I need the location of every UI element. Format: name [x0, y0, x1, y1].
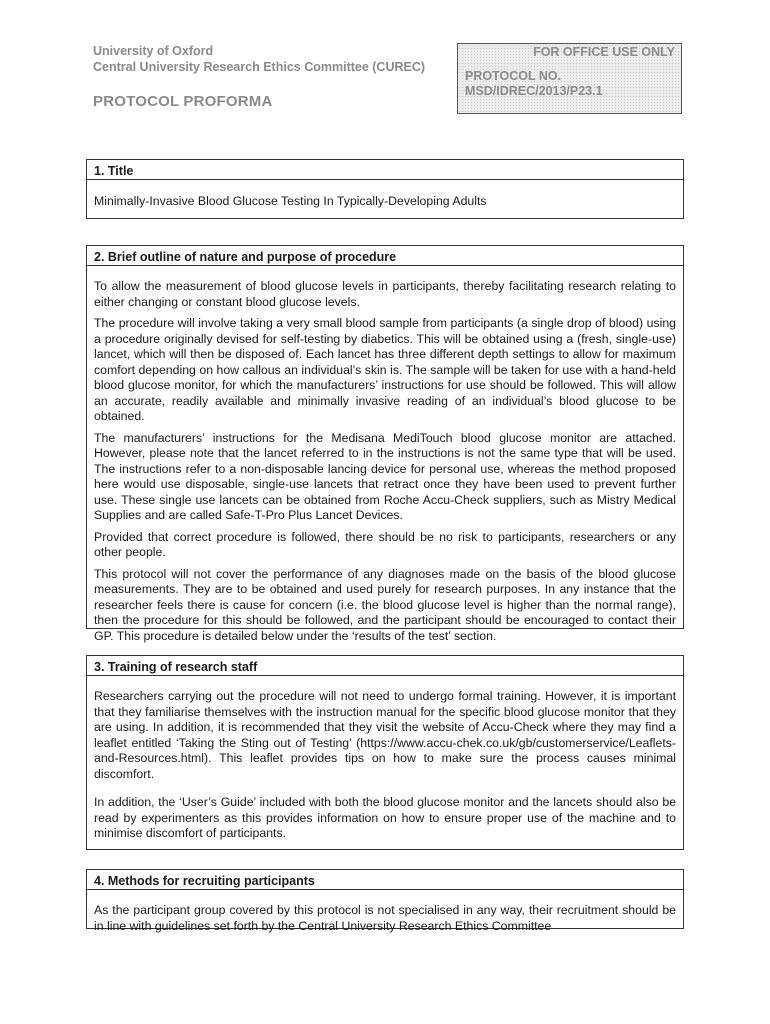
form-title: PROTOCOL PROFORMA	[93, 93, 273, 110]
office-use-title: FOR OFFICE USE ONLY	[533, 45, 675, 59]
section-divider	[87, 179, 683, 180]
paragraph: The procedure will involve taking a very small blood sample from participants (a single drop of blood) using a procedure originally devised for self-testing by diabetics. This will be obtained using a (fresh, single-use) lancet, which will then be disposed of. Each lancet has three different depth settings to allow for maximum comfort depending on how callous an individual’s skin is. The sample will be taken for use with a hand-held blood glucose monitor, for which the manufacturers’ instructions for use should be followed. This will allow an accurate, readily available and minimally invasive reading of an individual’s blood glucose to be obtained.	[94, 316, 676, 423]
section-heading: 1. Title	[94, 164, 134, 178]
section-divider	[87, 675, 683, 676]
paragraph: Researchers carrying out the procedure will not need to undergo formal training. However, it is important that they familiarise themselves with the instruction manual for the specific blood glucose monitor that they are using. In addition, it is recommended that they visit the website of Accu-Check where they may find a leaflet entitled ‘Taking the Sting out of Testing’ (https://www.accu-chek.co.uk/gb/customerservice/Leaflets-and-Resources.html). This leaflet provides tips on how to make sure the process causes minimal discomfort.	[94, 689, 676, 781]
section-recruitment-methods	[86, 869, 684, 933]
paragraph: To allow the measurement of blood glucose levels in participants, thereby facilitating research relating to either changing or constant blood glucose levels.	[94, 279, 676, 309]
section-staff-training	[86, 655, 684, 850]
section-divider	[87, 265, 683, 266]
paragraph: The manufacturers’ instructions for the Medisana MediTouch blood glucose monitor are attached. However, please note that the lancet referred to in the instructions is not the same type that will be used. The instructions refer to a non-disposable lancing device for personal use, whereas the method proposed here would use disposable, single-use lancets that retract once they have been used to prevent further use. These single use lancets can be obtained from Roche Accu-Check suppliers, such as Mistry Medical Supplies and are called Safe-T-Pro Plus Lancet Devices.	[94, 430, 676, 522]
paragraph: This protocol will not cover the performance of any diagnoses made on the basis of the blood glucose measurements. They are to be obtained and used purely for research purposes. In any instance that the researcher feels there is cause for concern (i.e. the blood glucose level is higher than the normal range), then the procedure for this should be followed, and the participant should be encouraged to contact their GP. This procedure is detailed below under the ‘results of the test’ section.	[94, 566, 676, 643]
paragraph: Minimally-Invasive Blood Glucose Testing In Typically-Developing Adults	[94, 194, 487, 208]
paragraph: As the participant group covered by this protocol is not specialised in any way, their recruitment should be in line with guidelines set forth by the Central University Research Ethics Committee	[94, 903, 676, 933]
section-heading: 2. Brief outline of nature and purpose of procedure	[94, 250, 397, 264]
section-procedure-outline	[86, 245, 684, 643]
document-header	[93, 43, 425, 110]
section-title	[86, 159, 684, 219]
protocol-number-label: PROTOCOL NO.	[465, 69, 562, 83]
section-divider	[87, 889, 683, 890]
institution-name: University of Oxford	[93, 44, 214, 58]
paragraph: Provided that correct procedure is followed, there should be no risk to participants, researchers or any other people.	[94, 529, 676, 559]
section-heading: 4. Methods for recruiting participants	[94, 874, 315, 888]
section-heading: 3. Training of research staff	[94, 660, 258, 674]
paragraph: In addition, the ‘User’s Guide’ included with both the blood glucose monitor and the lancets should also be read by experimenters as this provides information on how to ensure proper use of the machine and to minimise discomfort of participants.	[94, 795, 676, 840]
committee-name: Central University Research Ethics Committee (CUREC)	[93, 60, 426, 74]
office-use-box	[457, 43, 682, 114]
protocol-number: MSD/IDREC/2013/P23.1	[465, 84, 603, 98]
